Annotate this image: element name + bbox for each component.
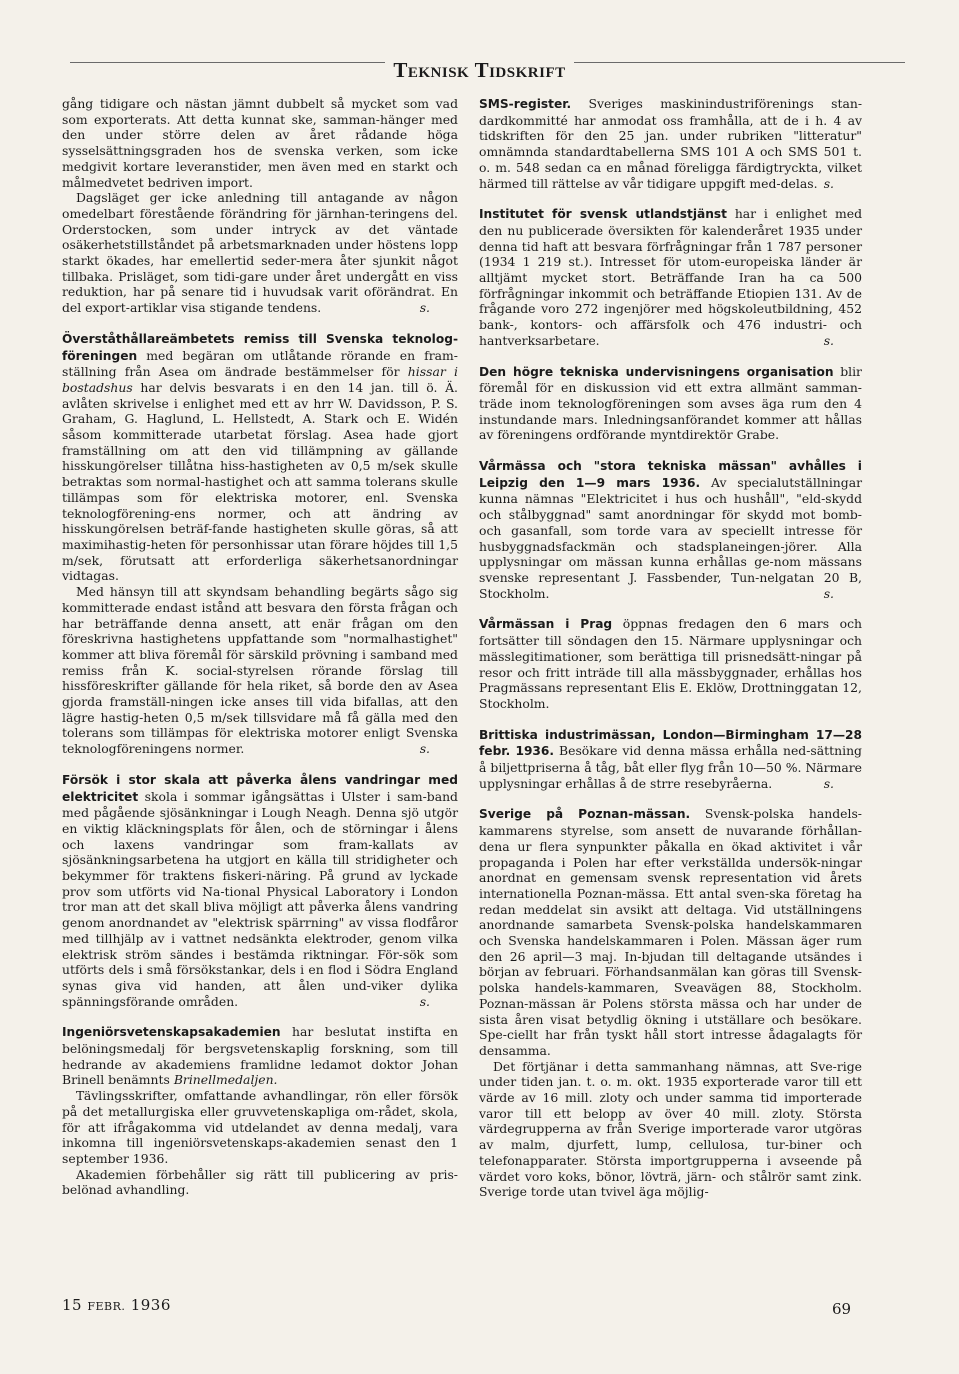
paragraph: SMS-register. Sveriges maskinindustriförenings stan-dardkommitté har anmodat oss framhålla, att de i h. 4 av tidskriften för den 25 jan. under rubriken "litteratur" omnämnda standardtabellerna SMS 101 A och SMS 501 t. o. m. 548 sedan ca en månad föreligga färdigtryckta, vilket härmed till rättelse av vår tidigare uppgift med-delas. s. [479,96,862,191]
article-ingeniorsvetenskapsakademien [62,1024,458,1198]
article-alens-vandringar [62,772,458,1010]
article-heading: Brittiska industrimässan, London—Birmingham 17—28 febr. 1936. [479,727,862,759]
article-heading: Den högre tekniska undervisningens organisation [479,364,834,379]
article-heading: SMS-register. [479,97,572,111]
signature: s. [419,741,430,757]
article-heading: Försök i stor skala att påverka ålens vandringar med elektricitet [62,772,458,804]
page-number: 69 [832,1300,852,1318]
paragraph: Tävlingsskrifter, omfattande avhandlingar, rön eller försök på det metallurgiska eller gruvvetenskapliga om-rådet, skola, för att ifrågakomma vid utdelandet av denna medalj, vara inkomna till ingeniörsvetenskaps-akademien senast den 1 september 1936. [62,1088,458,1166]
signature: s. [419,993,430,1009]
signature: s. [823,585,834,601]
article-sms-register [479,96,862,191]
paragraph: Den högre tekniska undervisningens organisation blir föremål för en diskussion vid ett extra allmänt samman-träde inom teknologföreningen som avses äga rum den 4 instundande mars. Inledningsanförandet kommer att hållas av föreningens ordförande myntdirektör Grabe. [479,363,862,443]
paragraph: Försök i stor skala att påverka ålens vandringar med elektricitet skola i sommar igångsättas i Ulster i sam-band med pågående sjösänkningar i Lough Neagh. Denna sjö utgör en viktig kläckningsplats för ålen, och de störningar i ålens och laxens vandringar som fram-kallats av sjösänkningsarbetena ha utgjort en källa till stridigheter och bekymmer för traktens fiskeri-näring. På grund av lyckade prov som utförts vid Na-tional Physical Laboratory i London tror man att det skall bliva möjligt att påverka ålens vandring genom anordnandet av "elektrisk spärrning" av vissa flodfåror med tillhjälp av i vattnet nedsänkta elektroder, genom vilka elektrisk ström sändes i bestämda riktningar. För-sök som utförts dels i små försökstankar, dels i en flod i Södra England synas giva vid handen, att ålen und-viker dylika spänningsförande områden. s. [62,772,458,1009]
article-heading: Vårmässa och "stora tekniska mässan" avhålles i Leipzig den 1—9 mars 1936. [479,459,862,490]
paragraph: Med hänsyn till att skyndsam behandling begärts sågo sig kommitterade endast istånd att besvara den första frågan och har beträffande denna ansett, att enär frågan om den föreskrivna hastighetens uppfattande som "normalhastighet" kommer att bliva föremål för särskild prövning i samband med remiss från K. social-styrelsen rörande förslag till hissföreskrifter gällande för hela riket, så borde den av Asea gjorda framställ-ningen icke anses till vida bifallas, att den lägre hastig-heten 0,5 m/sek tillsvidare må få gälla med den tolerans som tillämpas för elektriska motorer enligt Svenska teknologföreningens normer. s. [62,584,458,757]
article-export-import [62,96,458,316]
article-poznan [479,806,862,1200]
right-column [479,96,862,1215]
paragraph: Dagsläget ger icke anledning till antagande av någon omedelbart förestående förändring för järnhan-teringens del. Orderstocken, som under intryck av det väntade osäkerhetstillståndet på arbetsmarknaden under höstens lopp starkt ökades, har emellertid seder-mera åter sjunkit något tillbaka. Prisläget, som tidi-gare under året undergått en viss reduktion, har på senare tid i huvudsak varit oförändrat. En del export-artiklar visa stigande tendens. s. [62,190,458,316]
paragraph: gång tidigare och nästan jämnt dubbelt så mycket som vad som exporterats. Att detta kunnat ske, samman-hänger med den under större delen av året rådande höga sysselsättningsgraden hos de svenska verken, som icke medgivit kortare leveranstider, men även med en starkt och målmedvetet bedriven import. [62,96,458,190]
masthead [0,58,959,83]
article-heading: Institutet för svensk utlandstjänst [479,207,727,222]
paragraph: Institutet för svensk utlandstjänst har i enlighet med den nu publicerade översikten för kalenderåret 1935 under denna tid haft att besvara förfrågningar från 1 787 personer (1934 1 219 st.). Intresset för utom-europeiska länder är alltjämt mycket stort. Beträffande Iran ha ca 500 förfrågningar inkommit och beträffande Etiopien 131. Av de frågande voro 272 ingenjörer med högskoleutbildning, 452 bank-, kontors- och affärsfolk och 476 industri- och hantverksarbetare. s. [479,206,863,348]
italic-text: hissar i bostadshus [62,364,458,395]
paragraph: Det förtjänar i detta sammanhang nämnas, att Sve-rige under tiden jan. t. o. m. okt. 1935 exporterade varor till ett värde av 16 mill. zloty och under samma tid importerade varor till ett belopp av över 40 mill. zloty. Största värdegrupperna av från Sverige importerade varor utgöras av malm, djurfett, lump, cellulosa, tur-biner och telefonapparater. Största importgrupperna i avseende på värdet voro koks, bönor, lövträ, järn- och stålrör samt zink. Sverige torde utan tvivel äga möjlig- [479,1058,862,1200]
paragraph: Vårmässan i Prag öppnas fredagen den 6 mars och fortsätter till söndagen den 15. Närmare upplysningar och mässlegitimationer, som berättiga till prisnedsätt-ningar på resor och fritt inträde till alla mässbyggnader, erhållas hos Pragmässans representant Elis E. Eklöw, Drottninggatan 12, Stockholm. [479,616,863,711]
paragraph: Överståthållareämbetets remiss till Svenska teknolog-föreningen med begäran om utlåtande rörande en fram-ställning från Asea om ändrade bestämmelser för hissar i bostadshus har delvis besvarats i en den 14 jan. till ö. Ä. avlåten skrivelse i enlighet med ett av hrr W. Davidsson, P. S. Graham, G. Haglund, L. Hellstedt, A. Stark och E. Widén såsom kommitterade utarbetat förslag. Asea hade gjort framställning om att den vid tillämpning av gällande hisskungörelser tillåtna hiss-hastigheten av 0,5 m/sek skulle betraktas som normal-hastighet och att samma tolerans skulle tillämpas som för elektriska motorer, enl. Svenska teknologförening-ens normer, och att ändring av hisskungörelsen beträf-fande hastigheten skulle göras, så att maximihastig-heten för personhissar utan förare höjdes till 1,5 m/sek, förutsatt att erforderliga säkerhetsanordningar vidtagas. [62,331,458,584]
article-undervisning [479,364,862,444]
article-hiss-remiss [62,331,458,757]
issue-date: 15 FEBR. 1936 [62,1296,171,1314]
journal-title: Teknisk Tidskrift [385,58,573,82]
signature: s. [419,300,430,316]
article-heading: Vårmässan i Prag [479,617,613,632]
article-heading: Överståthållareämbetets remiss till Svenska teknolog-föreningen [62,331,458,363]
article-utlandstjanst [479,206,862,348]
signature: s. [823,775,834,791]
paragraph: Ingeniörsvetenskapsakademien har beslutat instifta en belöningsmedalj för bergsvetenskaplig forskning, som till hedrande av akademiens framlidne ledamot doktor Johan Brinell benämnts Brinellmedaljen. [62,1024,458,1088]
paragraph: Sverige på Poznan-mässan. Svensk-polska handels-kammarens styrelse, som ansett de nuvarande förhållan-dena ur flera synpunkter påkalla en ökad aktivitet i vår propaganda i Polen har efter verkställda undersök-ningar anordnat en gemensam svensk representation vid årets internationella Poznan-mässa. Ett antal sven-ska företag ha redan meddelat sin avsikt att deltaga. Vid utställningens anordnande samarbeta Svensk-polska handelskammaren och Svenska handelskammaren i Polen. Mässan äger rum den 26 april—3 maj. In-bjudan till deltagande utsändes i början av februari. Förhandsanmälan kan göras till Svensk-polska handels-kammaren, Sveavägen 88, Stockholm. Poznan-mässan är Polens största mässa och har under de sista åren visat betydlig ökning i utställare och besökare. Spe-ciellt har från tyskt håll stort intresse ådagalagts för densamma. [479,806,862,1058]
paragraph: Vårmässa och "stora tekniska mässan" avhålles i Leipzig den 1—9 mars 1936. Av specialutställningar kunna nämnas "Elektricitet i hus och hushåll", "eld-skydd och stålbyggnad" samt anordningar för skydd mot bomb- och gasanfall, som torde vara av speciellt intresse för husbyggnadsfackmän och stadsplaneingen-jörer. Alla upplysningar om mässan kunna erhållas ge-nom mässans svenske representant J. Fassbender, Tun-nelgatan 20 B, Stockholm. s. [479,459,862,601]
italic-text: Brinellmedaljen. [173,1072,278,1088]
article-prag [479,616,862,711]
article-heading: Ingeniörsvetenskapsakademien [62,1025,281,1040]
paragraph: Akademien förbehåller sig rätt till publicering av pris-belönad avhandling. [62,1166,458,1198]
paragraph: Brittiska industrimässan, London—Birmingham 17—28 febr. 1936. Besökare vid denna mässa erhålla ned-sättning å biljettpriserna å tåg, båt eller flyg från 10—50 %. Närmare upplysningar erhållas å de strre resebyråerna. s. [479,727,862,791]
article-leipzig [479,458,862,601]
left-column [62,96,458,1213]
article-brittiska [479,727,862,792]
article-heading: Sverige på Poznan-mässan. [479,807,691,822]
signature: s. [823,175,834,191]
signature: s. [823,332,834,348]
